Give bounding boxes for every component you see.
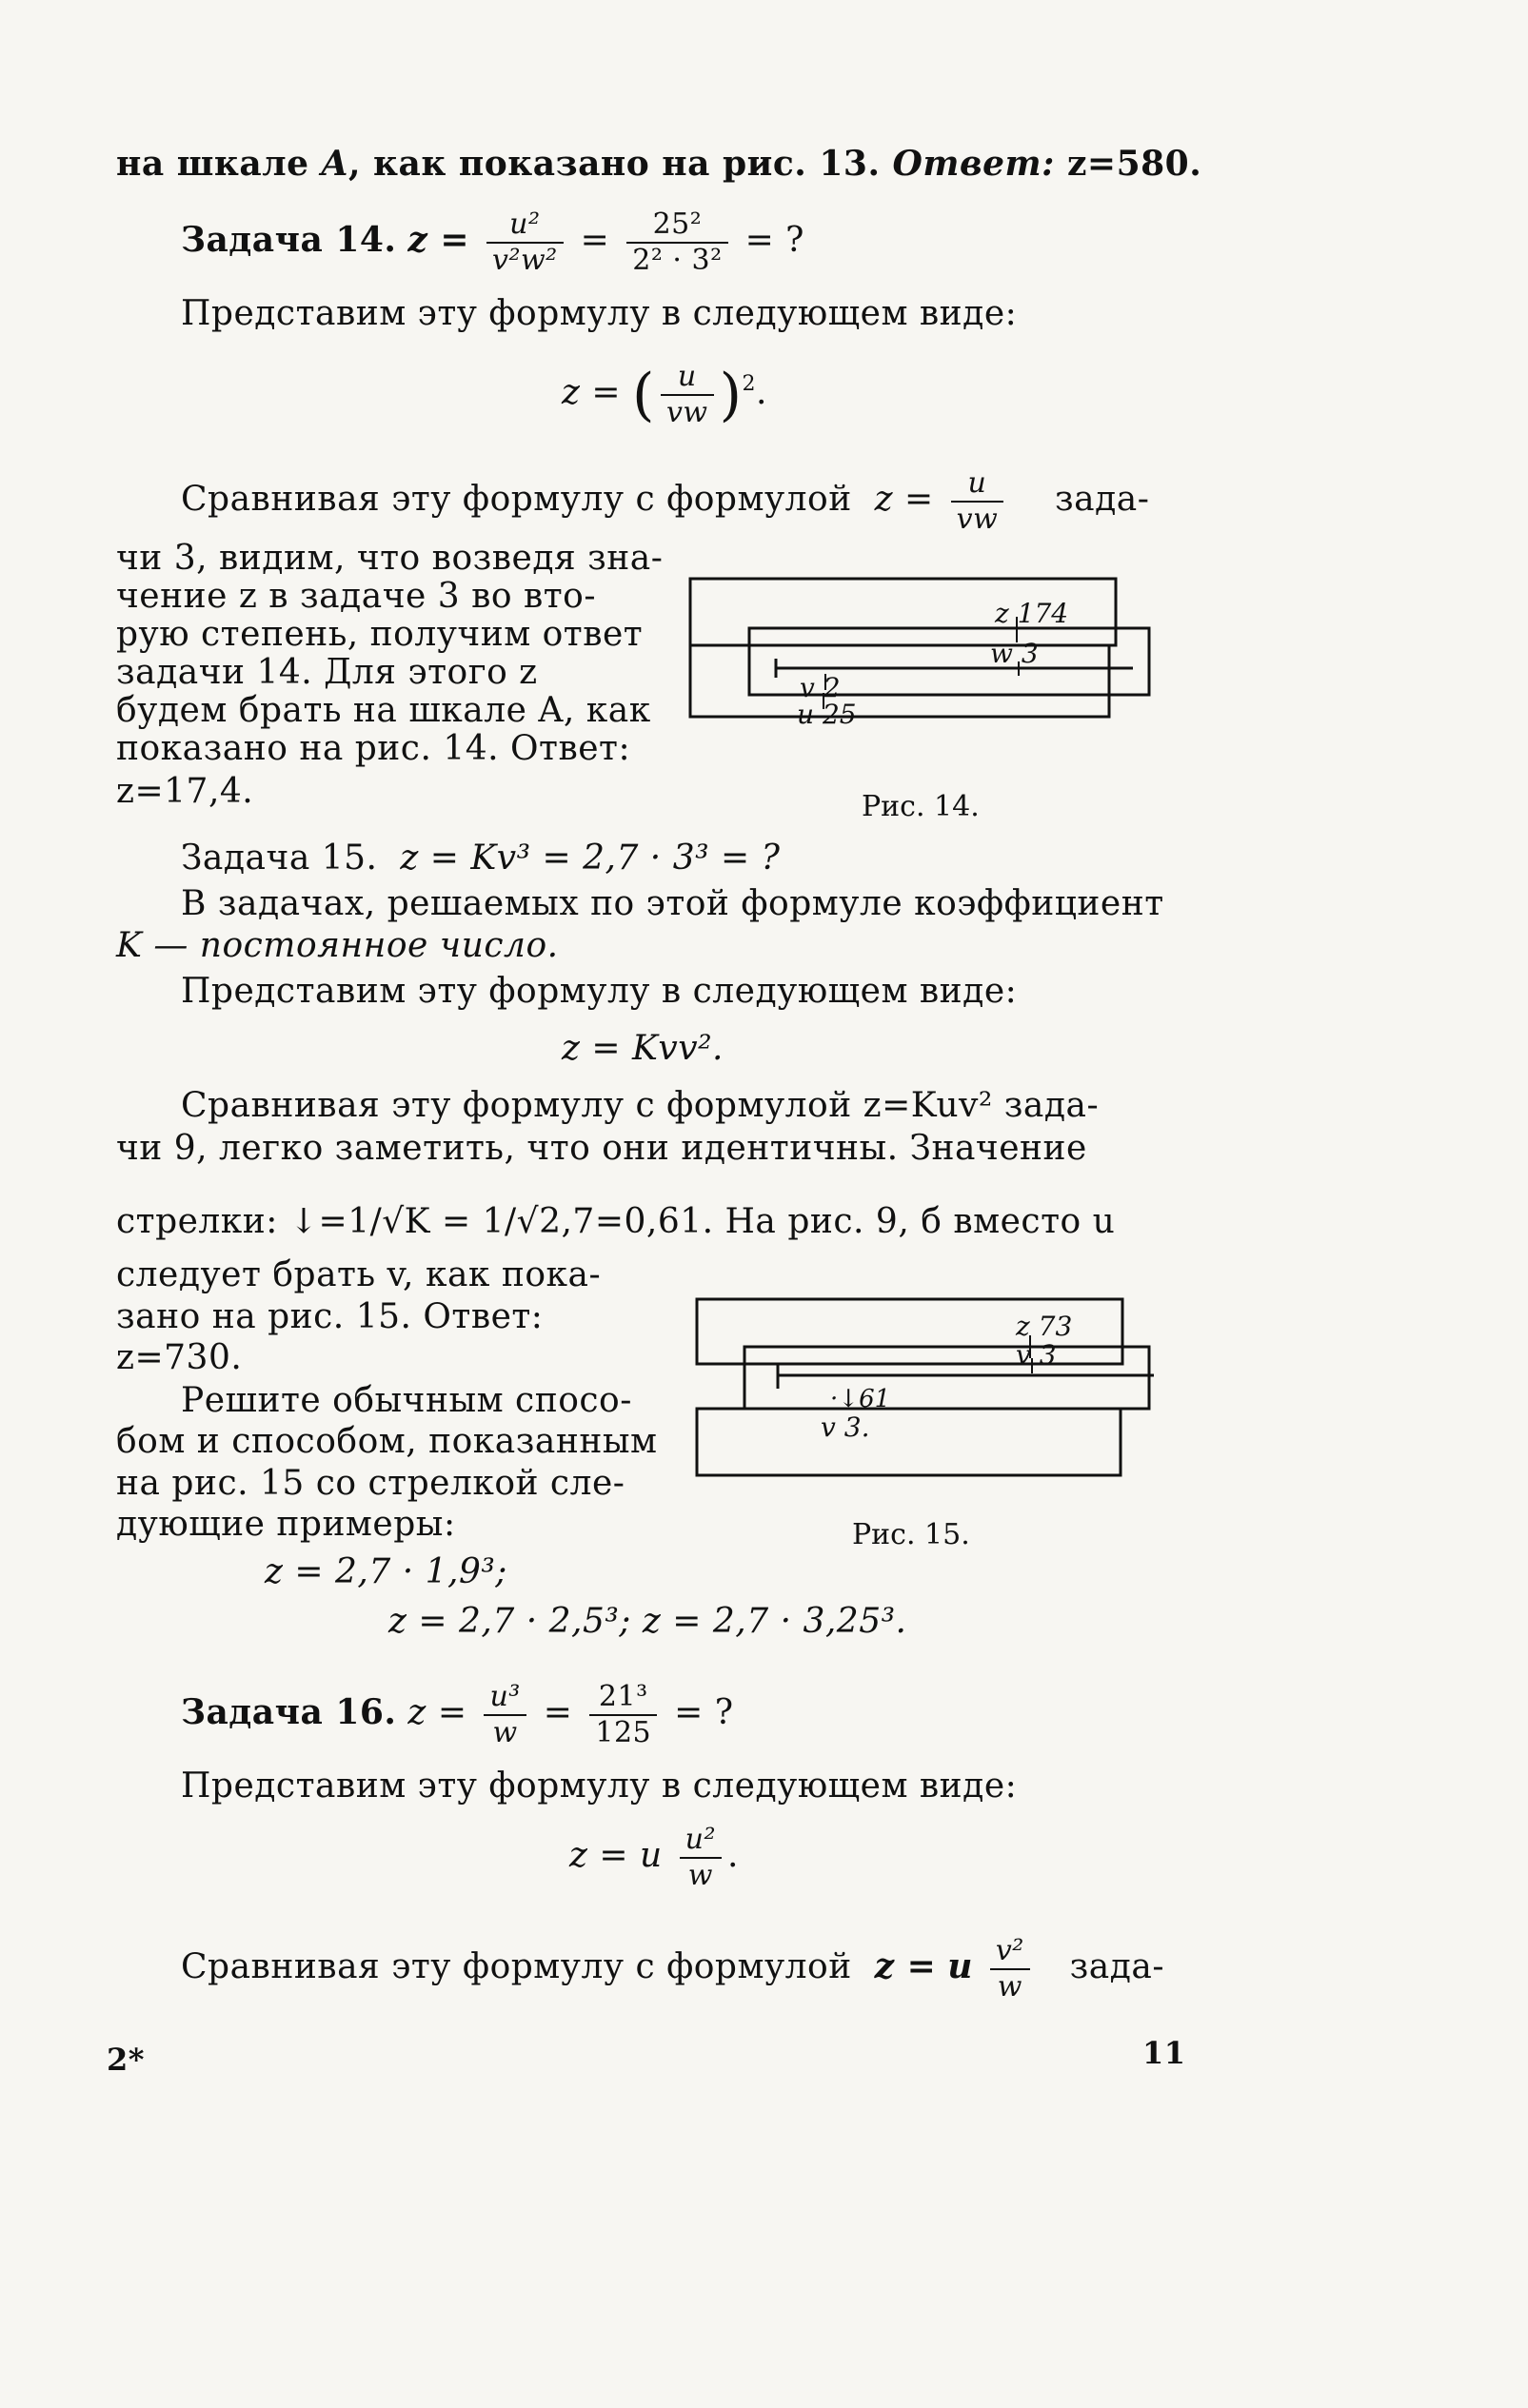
figure-14 [681, 571, 1157, 780]
task16-fraction-1: $\frac{\text{u³}}{w}$ [484, 1680, 526, 1750]
task15-p1: В задачах, решаемых по этой формуле коэффициент [181, 884, 1164, 923]
task14-para-line: чи 3, видим, что возведя зна- [116, 539, 664, 578]
top-line: на шкале A, как показано на рис. 13. Ответ: z=580. [116, 144, 1202, 184]
task15-example-2: z = 2,7 · 2,5³; z = 2,7 · 3,25³. [388, 1602, 907, 1641]
task15-formula: z = Kvv². [562, 1029, 724, 1068]
task14-para-line: чение z в задаче 3 во вто- [116, 577, 596, 616]
task15-para-line: следует брать v, как пока- [116, 1255, 602, 1294]
task16-formula-fraction: $\frac{\text{u²}}{w}$ [680, 1823, 722, 1893]
task14-para-line: будем брать на шкале A, как [116, 691, 651, 730]
task15-p2: K — постоянное число. [116, 926, 559, 965]
fig14-label-v: v 2 [800, 672, 841, 703]
figure-15-drawing [687, 1290, 1163, 1499]
fig14-lower-stock [690, 645, 1109, 717]
task15-compare-1: Сравнивая эту формулу с формулой z=Kuv² зада- [181, 1086, 1100, 1125]
task14-formula-fraction: $\frac{u}{vw}$ [661, 360, 714, 430]
task14-intro: Представим эту формулу в следующем виде: [181, 294, 1018, 333]
task16-compare: Сравнивая эту формулу с формулой z = u $\frac{\text{v²}}{w}$ зада- [181, 1934, 1165, 2003]
page-number: 11 [1142, 2035, 1186, 2071]
printer-signature: 2* [107, 2042, 145, 2078]
figure-14-drawing [681, 571, 1157, 780]
task15-para-line: на рис. 15 со стрелкой сле- [116, 1464, 625, 1503]
fig15-slide [744, 1347, 1149, 1409]
task16-compare-fraction: $\frac{\text{v²}}{w}$ [990, 1934, 1030, 2004]
task14-fraction-2: $\frac{\text{25²}}{\text{2² · 3²}}$ [626, 207, 727, 278]
task14-para-line: z=17,4. [116, 772, 254, 811]
task14-compare: Сравнивая эту формулу с формулой z = $\frac{u}{vw}$ зада- [181, 466, 1150, 536]
task15-para-line: бом и способом, показанным [116, 1422, 658, 1461]
task16-intro: Представим эту формулу в следующем виде: [181, 1767, 1018, 1806]
task15-para-line: z=730. [116, 1338, 243, 1377]
task14-para-line: показано на рис. 14. Ответ: [116, 729, 631, 768]
task14-heading: Задача 14. z = $\frac{\text{u²}}{\text{v²w²}}$ = $\frac{\text{25²}}{\text{2² · 3²}}$ = ? [181, 207, 804, 277]
fig15-label-v2: v 3. [821, 1411, 870, 1443]
fig14-label-u: u 25 [797, 699, 857, 730]
fig15-label-z: z 73 [1016, 1311, 1073, 1342]
fig15-label-v: v 3 [1016, 1339, 1057, 1371]
task14-fraction-1: $\frac{\text{u²}}{\text{v²w²}}$ [486, 207, 564, 278]
task15-para-line: дующие примеры: [116, 1505, 456, 1544]
task15-para-line: зано на рис. 15. Ответ: [116, 1297, 544, 1336]
task15-compare-2: чи 9, легко заметить, что они идентичны. Значение [116, 1129, 1087, 1168]
figure-15-caption: Рис. 15. [852, 1518, 970, 1551]
task14-para-line: задачи 14. Для этого z [116, 653, 538, 692]
task16-fraction-2: $\frac{\text{21³}}{125}$ [589, 1680, 657, 1750]
task15-example-1: z = 2,7 · 1,9³; [265, 1552, 507, 1591]
fig14-label-w: w 3 [990, 638, 1039, 669]
fig14-label-z: z 174 [995, 598, 1069, 629]
task15-heading: Задача 15. z = Kv³ = 2,7 · 3³ = ? [181, 839, 781, 878]
task16-heading: Задача 16. z = $\frac{\text{u³}}{w}$ = $\frac{\text{21³}}{125}$ = ? [181, 1680, 734, 1749]
task16-formula: z = u $\frac{\text{u²}}{w}$ . [569, 1823, 739, 1892]
fig15-lower-stock [697, 1409, 1121, 1475]
fig15-label-arrow: ·↓61 [830, 1385, 891, 1413]
task14-compare-fraction: $\frac{u}{vw}$ [951, 466, 1004, 537]
task14-formula: z = ( $\frac{u}{vw}$ )$^2$. [562, 360, 767, 429]
figure-15 [687, 1290, 1163, 1499]
task15-intro: Представим эту формулу в следующем виде: [181, 972, 1018, 1011]
task15-para-line: Решите обычным спосо- [181, 1381, 632, 1420]
task14-para-line: рую степень, получим ответ [116, 615, 644, 654]
task15-compare-3: стрелки: ↓=1/√K = 1/√2,7=0,61. На рис. 9, б вместо u [116, 1202, 1116, 1241]
figure-14-caption: Рис. 14. [862, 790, 980, 823]
